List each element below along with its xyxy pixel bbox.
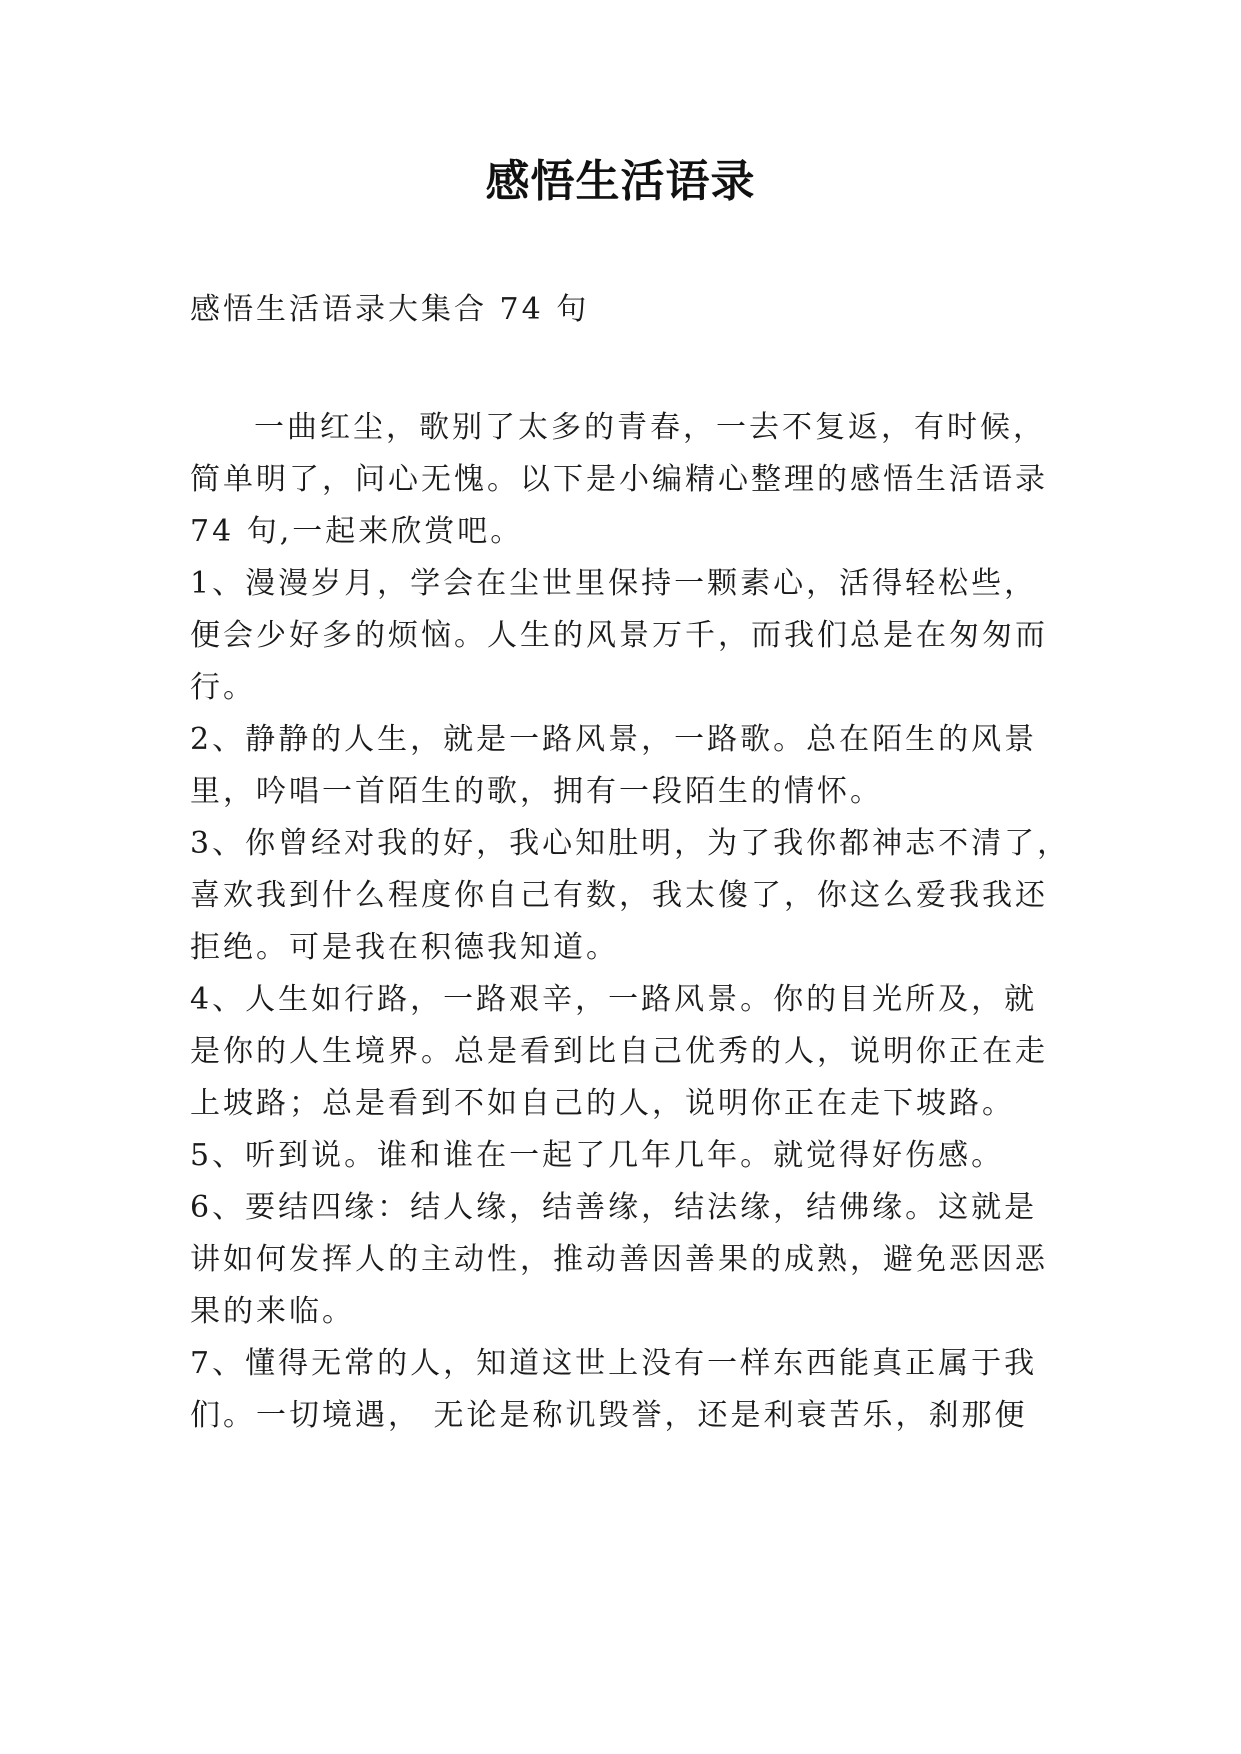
quote-3-line: 喜欢我到什么程度你自己有数，我太傻了，你这么爱我我还 [190, 878, 1048, 913]
quote-1-line: 便会少好多的烦恼。人生的风景万千，而我们总是在匆匆而 [190, 618, 1048, 653]
quote-4-line: 4、人生如行路，一路艰辛，一路风景。你的目光所及，就 [190, 982, 1038, 1017]
document-subtitle: 感悟生活语录大集合 74 句 [190, 292, 590, 327]
quote-1-line: 1、漫漫岁月，学会在尘世里保持一颗素心，活得轻松些， [190, 566, 1038, 601]
intro-paragraph-line: 简单明了，问心无愧。以下是小编精心整理的感悟生活语录 [190, 462, 1048, 497]
document-title: 感悟生活语录 [485, 156, 756, 207]
quote-2-line: 2、静静的人生，就是一路风景，一路歌。总在陌生的风景 [190, 722, 1038, 757]
quote-7-line: 7、懂得无常的人，知道这世上没有一样东西能真正属于我 [190, 1346, 1038, 1381]
quote-1-line: 行。 [190, 670, 256, 705]
quote-6-line: 果的来临。 [190, 1294, 355, 1329]
quote-2-line: 里，吟唱一首陌生的歌，拥有一段陌生的情怀。 [190, 774, 883, 809]
intro-paragraph-line: 74 句,一起来欣赏吧。 [190, 514, 524, 549]
quote-4-line: 是你的人生境界。总是看到比自己优秀的人，说明你正在走 [190, 1034, 1048, 1069]
quote-6-line: 6、要结四缘：结人缘，结善缘，结法缘，结佛缘。这就是 [190, 1190, 1038, 1225]
quote-3-line: 3、你曾经对我的好，我心知肚明，为了我你都神志不清了， [190, 826, 1071, 861]
intro-paragraph-line: 一曲红尘，歌别了太多的青春，一去不复返，有时候， [254, 410, 1046, 445]
quote-3-line: 拒绝。可是我在积德我知道。 [190, 930, 619, 965]
quote-6-line: 讲如何发挥人的主动性，推动善因善果的成熟，避免恶因恶 [190, 1242, 1048, 1277]
quote-5-line: 5、听到说。谁和谁在一起了几年几年。就觉得好伤感。 [190, 1138, 1005, 1173]
quote-4-line: 上坡路；总是看到不如自己的人，说明你正在走下坡路。 [190, 1086, 1015, 1121]
quote-7-line: 们。一切境遇， 无论是称讥毁誉，还是利衰苦乐，刹那便 [190, 1398, 1028, 1433]
